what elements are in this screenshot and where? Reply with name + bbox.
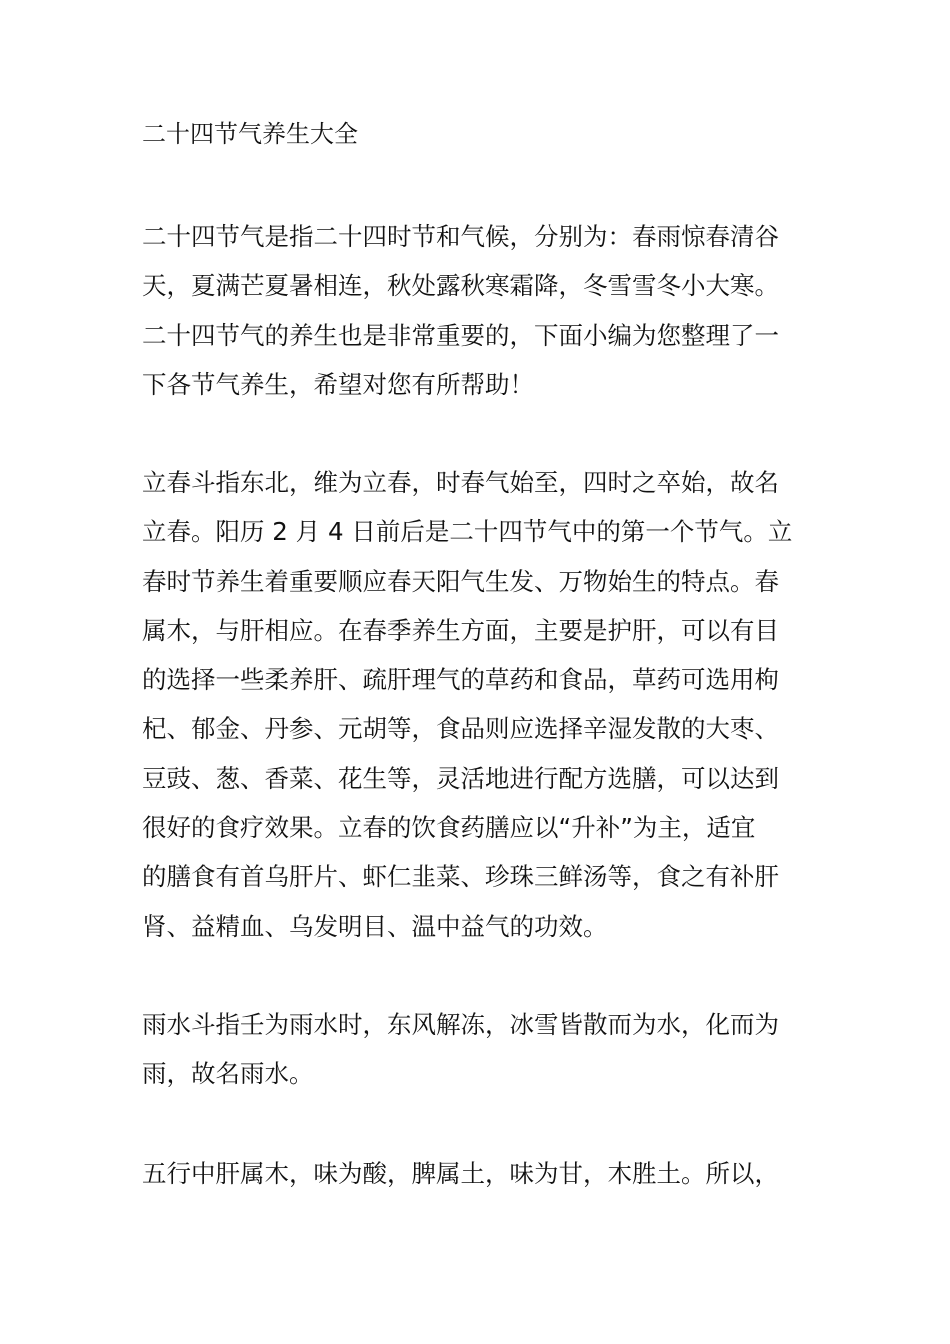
text-line: 立春斗指东北，维为立春，时春气始至，四时之卒始，故名 [142, 468, 779, 497]
paragraph-wuxing [142, 1149, 822, 1198]
paragraph-intro [142, 212, 822, 409]
text-line: 豆豉、葱、香菜、花生等，灵活地进行配方选膳，可以达到 [142, 763, 779, 793]
text-line: 雨，故名雨水。 [142, 1059, 314, 1089]
text-line: 春时节养生着重要顺应春天阳气生发、万物始生的特点。春 [142, 566, 779, 596]
text-line: 很好的食疗效果。立春的饮食药膳应以“升补”为主，适宜 [142, 813, 756, 843]
text-line: 的选择一些柔养肝、疏肝理气的草药和食品，草药可选用枸 [142, 665, 779, 695]
text-line: 二十四节气是指二十四时节和气候，分别为：春雨惊春清谷 [142, 222, 779, 251]
paragraph-lichun [142, 458, 822, 951]
text-line: 天，夏满芒夏暑相连，秋处露秋寒霜降，冬雪雪冬小大寒。 [142, 271, 779, 301]
text-line: 五行中肝属木，味为酸，脾属土，味为甘，木胜土。所以， [142, 1159, 779, 1188]
paragraph-yushui [142, 1000, 822, 1099]
text-line: 肾、益精血、乌发明目、温中益气的功效。 [142, 911, 608, 941]
text-line: 二十四节气的养生也是非常重要的，下面小编为您整理了一 [142, 320, 779, 350]
text-line: 属木，与肝相应。在春季养生方面，主要是护肝，可以有目 [142, 615, 779, 645]
text-line: 雨水斗指壬为雨水时，东风解冻，冰雪皆散而为水，化而为 [142, 1010, 779, 1039]
document-title: 二十四节气养生大全 [142, 120, 358, 148]
text-line: 立春。阳历 2 月 4 日前后是二十四节气中的第一个节气。立 [142, 517, 793, 547]
text-line: 下各节气养生，希望对您有所帮助！ [142, 369, 534, 399]
text-line: 的膳食有首乌肝片、虾仁韭菜、珍珠三鲜汤等，食之有补肝 [142, 862, 779, 892]
text-line: 杞、郁金、丹参、元胡等，食品则应选择辛湿发散的大枣、 [142, 714, 779, 744]
